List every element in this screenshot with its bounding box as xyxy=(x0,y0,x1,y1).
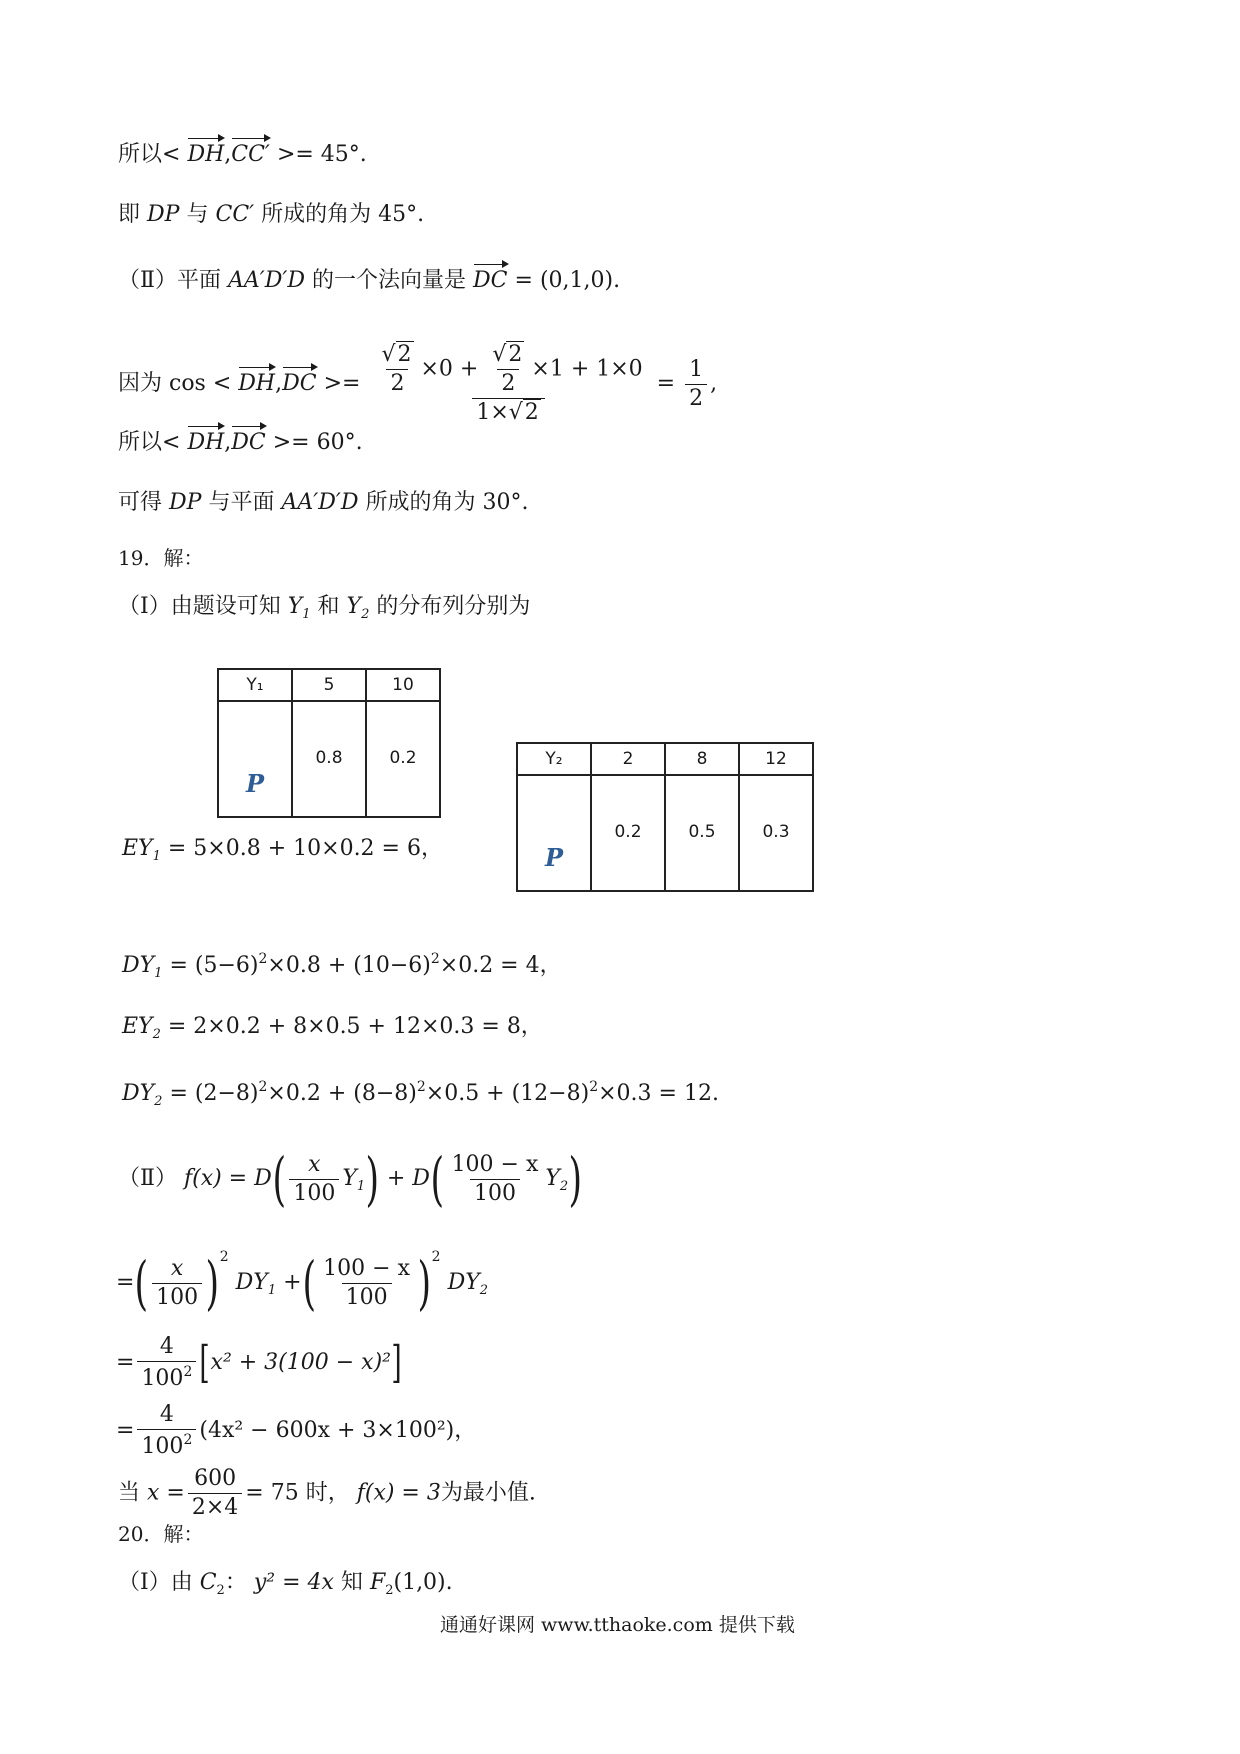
numerator xyxy=(370,344,646,398)
math-f2: F xyxy=(369,1570,386,1595)
denominator: 100 xyxy=(470,1179,520,1205)
math-cc: CC′ xyxy=(215,202,255,227)
text: 可得 xyxy=(118,490,163,515)
text: 1× xyxy=(476,400,509,425)
line-variance-expansion: =( $\frac{x}{100}$ )$^2$ $DY_1$ +( $\frac{100 - x}{100}$ )$^2$ $DY_2$ xyxy=(116,1249,489,1317)
text: ×0.3 = 12. xyxy=(598,1081,719,1106)
distribution-table-y2 xyxy=(516,742,814,892)
math-plane: AA′D′D xyxy=(227,268,306,293)
text: = 75 时， xyxy=(245,1480,350,1506)
math-dy2: DY xyxy=(447,1270,480,1295)
line-angle-dh-cc: 所以< DH,CC′ >= 45°. xyxy=(118,138,367,166)
probability-cell: 0.2 xyxy=(591,775,665,891)
text: ×1 + 1×0 xyxy=(531,356,643,382)
text: 因为 cos < xyxy=(118,371,232,396)
radicand: 2 xyxy=(508,342,523,367)
math-ey2: $EY_2$ xyxy=(122,1014,161,1042)
text: 所以< xyxy=(118,142,181,167)
math-dy1: $DY_1$ xyxy=(122,953,163,981)
probability-cell: 0.3 xyxy=(739,775,813,891)
vector-cc: CC′ xyxy=(231,138,270,166)
line-ey2 xyxy=(122,1016,543,1041)
line-dp-plane-angle xyxy=(118,492,529,514)
table-header-cell: 8 xyxy=(665,743,739,775)
radicand: 2 xyxy=(524,400,539,425)
numerator: 100 − x xyxy=(451,1151,539,1177)
table-header-cell: 5 xyxy=(292,669,366,701)
text: 所成的角为 45°. xyxy=(261,202,425,227)
text: 的一个法向量是 xyxy=(312,268,467,293)
math-plus-d: + D xyxy=(386,1166,430,1191)
line-dp-cc-angle xyxy=(118,204,424,226)
text: 为最小值. xyxy=(440,1480,536,1506)
text: （Ⅱ） xyxy=(118,1166,177,1191)
text: = 2×0.2 + 8×0.5 + 12×0.3 = 8， xyxy=(167,1014,543,1039)
table-header-cell: Y₂ xyxy=(517,743,591,775)
vector-dc: DC xyxy=(231,426,265,454)
text: （Ⅱ）平面 xyxy=(118,268,221,293)
text: （Ⅰ）由 xyxy=(118,1570,193,1595)
vector-dc: DC xyxy=(473,264,507,292)
text: 的分布列分别为 xyxy=(376,594,531,619)
numerator: 4 xyxy=(159,1402,174,1427)
text: ×0.8 + (10−6) xyxy=(267,953,431,978)
denominator: 2 xyxy=(386,369,408,395)
text: ×0.2 + (8−8) xyxy=(267,1081,417,1106)
vector-dh: DH xyxy=(187,426,224,454)
text: = (5−6) xyxy=(169,953,259,978)
fraction-600-over-8 xyxy=(188,1468,242,1519)
text: 与 xyxy=(186,202,209,227)
table-header-cell: 12 xyxy=(739,743,813,775)
math-x: x = xyxy=(147,1480,185,1506)
text: = (2−8) xyxy=(169,1081,259,1106)
text: 100 xyxy=(141,1434,184,1459)
numerator: 100 − x xyxy=(323,1255,410,1281)
math-y1: $Y_1$ xyxy=(287,594,311,622)
one-half xyxy=(685,356,707,411)
fraction-100mx-over-100 xyxy=(319,1255,414,1310)
text: >= 60°. xyxy=(272,430,363,455)
line-normal-vector xyxy=(118,264,620,292)
text: (1,0). xyxy=(393,1570,453,1595)
text: = 5×0.8 + 10×0.2 = 6， xyxy=(167,836,443,861)
text: ×0 + xyxy=(420,356,479,382)
numerator: 4 xyxy=(159,1334,174,1359)
radicand: 2 xyxy=(397,342,412,367)
text: ×0.5 + (12−8) xyxy=(425,1081,590,1106)
text: 与平面 xyxy=(208,490,275,515)
fraction-4-over-100sq xyxy=(137,1336,196,1390)
math-ey1: $EY_1$ xyxy=(122,836,161,864)
text: >= 45°. xyxy=(276,142,367,167)
text: , xyxy=(710,371,718,396)
denominator: 100 xyxy=(342,1283,392,1309)
p-label: P xyxy=(517,775,591,891)
table-header-cell: 2 xyxy=(591,743,665,775)
fraction-x-over-100 xyxy=(289,1151,339,1206)
denominator: 1×√2 xyxy=(472,398,544,424)
text: + xyxy=(283,1270,302,1295)
numerator: x xyxy=(170,1255,184,1281)
math-c2: C xyxy=(199,1570,217,1595)
math-dp: DP xyxy=(147,202,180,227)
fraction-4-over-100sq xyxy=(137,1404,196,1458)
line-f-definition: （Ⅱ） f(x) = D( $\frac{x}{100}$ $Y_1) + D$( $\frac{100 - x}{100}$ $Y_2$) xyxy=(118,1145,583,1213)
line-bracket-form: = $\frac{4}{100^2}$ [x² + 3(100 − x)²] xyxy=(116,1334,402,1391)
denominator: 100 xyxy=(289,1179,339,1205)
text: ： xyxy=(224,1570,247,1595)
text: 当 xyxy=(118,1480,141,1506)
math-polynomial: (4x² − 600x + 3×100²)， xyxy=(199,1418,477,1443)
sqrt2-over-2: $\frac{√2}{2}$ xyxy=(381,342,412,396)
fraction-x-over-100 xyxy=(152,1255,202,1310)
question-19-heading: 19．解： xyxy=(118,546,204,570)
text: ×0.2 = 4， xyxy=(439,953,562,978)
probability-cell: 0.8 xyxy=(292,701,366,817)
numerator: 600 xyxy=(194,1466,237,1491)
vector-dh: DH xyxy=(187,138,224,166)
cos-fraction xyxy=(370,344,646,424)
denominator: 2 xyxy=(685,384,707,410)
line-minimum xyxy=(118,1468,536,1519)
distribution-table-y1 xyxy=(217,668,441,818)
text: 知 xyxy=(340,1570,363,1595)
math-dp: DP xyxy=(169,490,202,515)
vector-dh: DH xyxy=(238,367,275,395)
line-q20-part1: （Ⅰ）由 $C_2$： y² = 4x 知 $F_2(1,0)$. xyxy=(118,1570,453,1598)
text: 所以< xyxy=(118,430,181,455)
text: 即 xyxy=(118,202,141,227)
numerator: 1 xyxy=(689,356,704,382)
line-distribution-intro xyxy=(118,596,530,621)
exponent: 2 xyxy=(219,1249,229,1265)
line-cos-formula: 因为 cos < DH,DC >= $\frac{√2}{2}$ ×0 + $\frac{√2}{2}$ ×1 + 1×0 1×√2 = $\frac{1}{2}$ , xyxy=(118,342,718,425)
denominator: $100^2$ xyxy=(137,1361,196,1390)
line-polynomial-form: = $\frac{4}{100^2}$ (4x² − 600x + 3×100²)， xyxy=(116,1402,477,1459)
math-y2: $Y_2$ xyxy=(346,594,370,622)
text: = (0,1,0). xyxy=(514,268,621,293)
text: = xyxy=(656,371,676,396)
line-ey1 xyxy=(122,838,443,863)
denominator: $100^2$ xyxy=(137,1429,196,1458)
math-plane: AA′D′D xyxy=(281,490,359,515)
probability-cell: 0.2 xyxy=(366,701,440,817)
math-dy2: $DY_2$ xyxy=(122,1081,163,1109)
text: 100 xyxy=(141,1366,184,1391)
denominator: 2 xyxy=(497,369,519,395)
line-angle-dh-dc: 所以< DH,DC >= 60°. xyxy=(118,426,363,454)
text: 所成的角为 30°. xyxy=(365,490,529,515)
math-parabola: y² = 4x xyxy=(253,1570,334,1595)
exponent: 2 xyxy=(431,1249,441,1265)
vector-dc: DC xyxy=(282,367,316,395)
denominator: 100 xyxy=(152,1283,202,1309)
line-dy1: $DY_1 = (5-6)^2\times 0.8 + (10-6)^2\times 0.2 = 4$， xyxy=(122,951,562,981)
text: >= xyxy=(323,371,361,396)
question-20-heading: 20．解： xyxy=(118,1522,204,1546)
table-header-cell: Y₁ xyxy=(218,669,292,701)
sqrt2-over-2: $\frac{√2}{2}$ xyxy=(492,342,523,396)
line-dy2: $DY_2 = (2-8)^2\times 0.2 + (8-8)^2\times 0.5 + (12-8)^2\times 0.3 = 12$. xyxy=(122,1079,719,1109)
numerator: x xyxy=(308,1151,321,1177)
text: （Ⅰ）由题设可知 xyxy=(118,594,281,619)
denominator: 2×4 xyxy=(188,1493,242,1519)
math-f-min: f(x) = 3 xyxy=(356,1480,441,1506)
math-bracket-content: x² + 3(100 − x)² xyxy=(210,1350,391,1375)
text: 和 xyxy=(317,594,340,619)
math-dy1: DY xyxy=(235,1270,268,1295)
table-header-cell: 10 xyxy=(366,669,440,701)
math-f: f(x) = D xyxy=(183,1166,272,1191)
p-label: P xyxy=(218,701,292,817)
fraction-100mx-over-100 xyxy=(448,1151,543,1206)
footer-watermark: 通通好课网 www.tthaoke.com 提供下载 xyxy=(440,1614,795,1636)
probability-cell: 0.5 xyxy=(665,775,739,891)
